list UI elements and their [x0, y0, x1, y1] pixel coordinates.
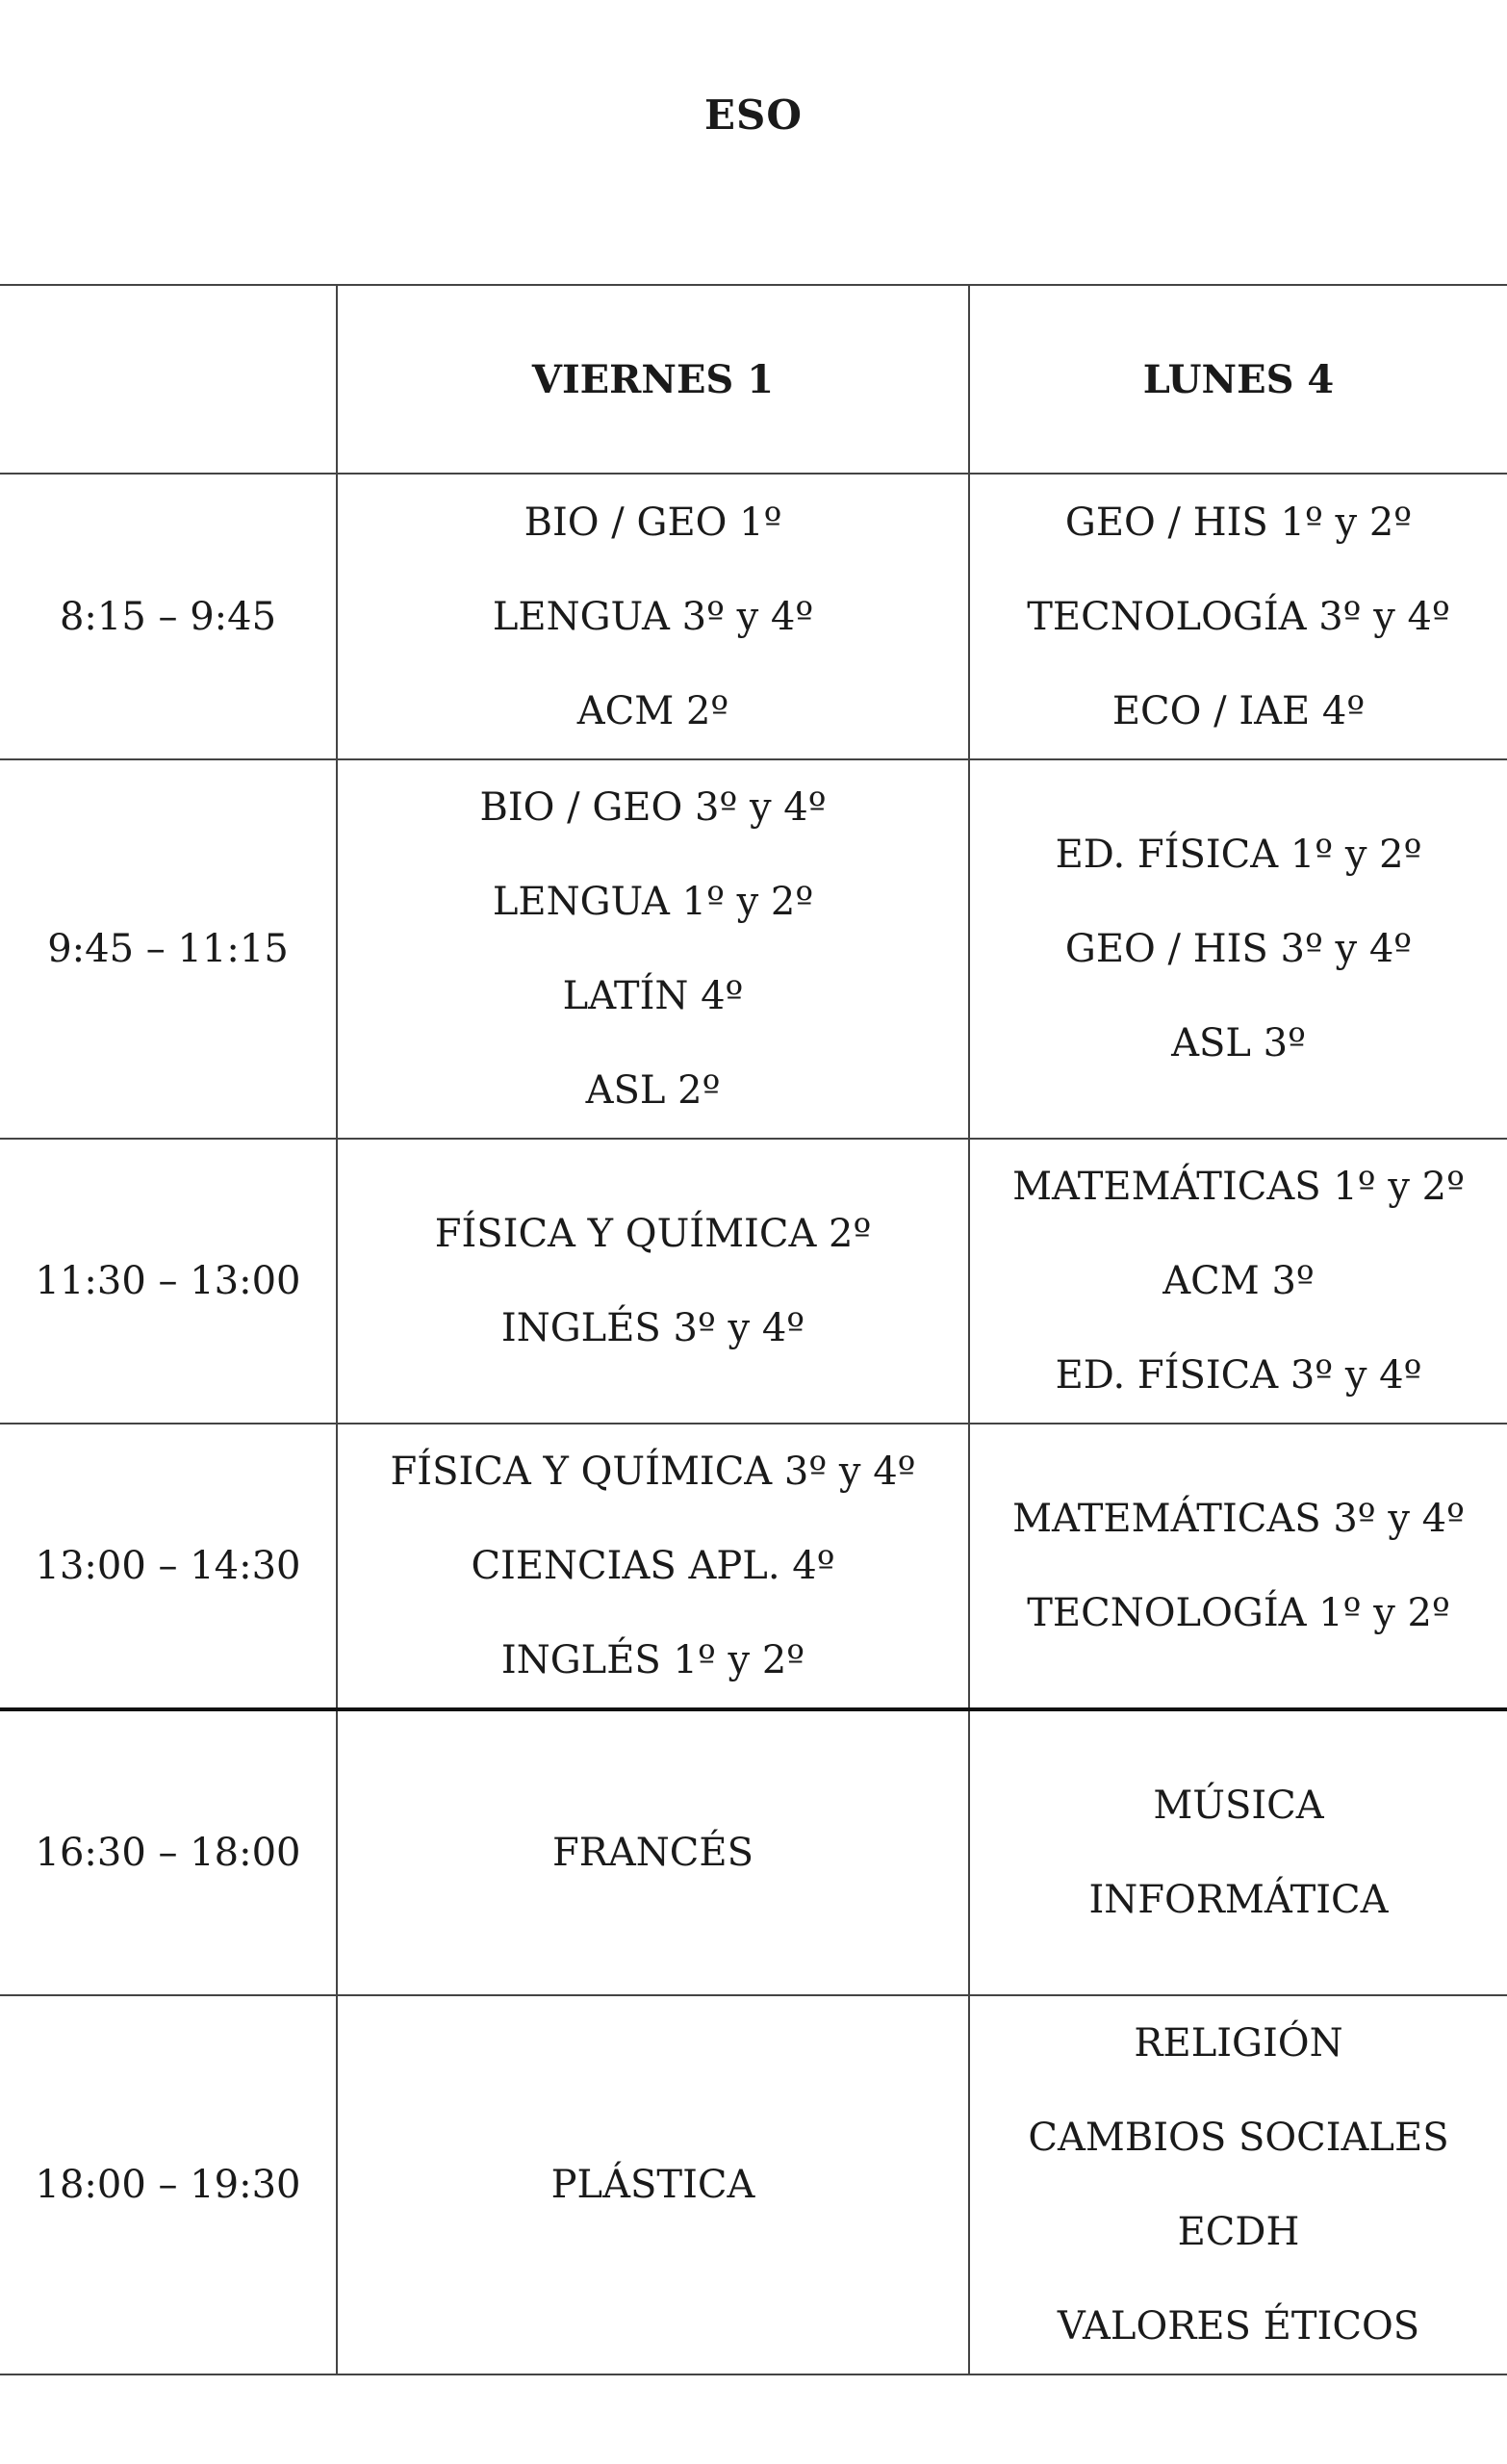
viernes-cell [337, 1995, 969, 2374]
header-cell-lunes: LUNES 4 [969, 285, 1507, 474]
time-slot: 11:30 – 13:00 [35, 1259, 301, 1303]
lunes-cell [969, 474, 1507, 759]
time-cell [0, 1424, 337, 1709]
time-cell [0, 1139, 337, 1424]
viernes-cell [337, 759, 969, 1139]
time-slot: 18:00 – 19:30 [35, 2163, 301, 2207]
subject-entry: GEO / HIS 1º y 2º [1064, 500, 1413, 545]
subject-entry: LATÍN 4º [562, 974, 744, 1018]
page-title: ESO [704, 91, 803, 139]
time-cell [0, 474, 337, 759]
subject-entry: ECO / IAE 4º [1111, 688, 1366, 733]
subject-entry: FÍSICA Y QUÍMICA 3º y 4º [390, 1450, 916, 1494]
viernes-cell [337, 1139, 969, 1424]
time-slot: 16:30 – 18:00 [35, 1831, 301, 1875]
table-row [0, 759, 1507, 1139]
viernes-cell [337, 1424, 969, 1709]
subject-entry: BIO / GEO 3º y 4º [479, 785, 827, 830]
time-slot: 9:45 – 11:15 [47, 927, 289, 971]
subject-entry: TECNOLOGÍA 1º y 2º [1027, 1591, 1450, 1635]
viernes-cell [337, 1709, 969, 1995]
subject-entry: CIENCIAS APL. 4º [471, 1544, 835, 1588]
schedule-table [0, 284, 1507, 2375]
lunes-cell [969, 1995, 1507, 2374]
header-cell-viernes: VIERNES 1 [337, 285, 969, 474]
table-row [0, 1709, 1507, 1995]
subject-entry: VALORES ÉTICOS [1057, 2304, 1420, 2348]
subject-entry: MATEMÁTICAS 1º y 2º [1012, 1165, 1465, 1209]
subject-entry: ECDH [1177, 2210, 1300, 2254]
subject-entry: MÚSICA [1153, 1784, 1324, 1828]
subject-entry: ASL 2º [585, 1068, 721, 1113]
subject-entry: RELIGIÓN [1134, 2021, 1343, 2066]
subject-entry: BIO / GEO 1º [524, 500, 782, 545]
time-cell [0, 759, 337, 1139]
lunes-cell [969, 1424, 1507, 1709]
subject-entry: ED. FÍSICA 1º y 2º [1055, 833, 1422, 877]
subject-entry: FRANCÉS [552, 1831, 754, 1875]
subject-entry: PLÁSTICA [550, 2163, 755, 2207]
subject-entry: MATEMÁTICAS 3º y 4º [1012, 1497, 1465, 1541]
table-row [0, 1424, 1507, 1709]
lunes-cell [969, 1139, 1507, 1424]
subject-entry: INGLÉS 1º y 2º [500, 1638, 805, 1682]
table-row [0, 1995, 1507, 2374]
subject-entry: INFORMÁTICA [1088, 1878, 1389, 1922]
subject-entry: TECNOLOGÍA 3º y 4º [1027, 594, 1450, 639]
table-row [0, 1139, 1507, 1424]
subject-entry: FÍSICA Y QUÍMICA 2º [434, 1212, 872, 1256]
time-slot: 13:00 – 14:30 [35, 1544, 301, 1588]
time-slot: 8:15 – 9:45 [59, 594, 277, 639]
time-cell [0, 1709, 337, 1995]
subject-entry: LENGUA 1º y 2º [492, 880, 814, 924]
header-row [0, 285, 1507, 474]
lunes-cell [969, 759, 1507, 1139]
subject-entry: GEO / HIS 3º y 4º [1064, 927, 1413, 971]
time-cell [0, 1995, 337, 2374]
subject-entry: LENGUA 3º y 4º [492, 594, 814, 639]
viernes-cell [337, 474, 969, 759]
lunes-cell [969, 1709, 1507, 1995]
header-cell-empty [0, 285, 337, 474]
subject-entry: ACM 3º [1162, 1259, 1315, 1303]
subject-entry: INGLÉS 3º y 4º [500, 1306, 805, 1350]
subject-entry: CAMBIOS SOCIALES [1028, 2116, 1449, 2160]
subject-entry: ACM 2º [576, 688, 729, 733]
table-row [0, 474, 1507, 759]
subject-entry: ASL 3º [1171, 1021, 1306, 1065]
subject-entry: ED. FÍSICA 3º y 4º [1055, 1353, 1422, 1398]
